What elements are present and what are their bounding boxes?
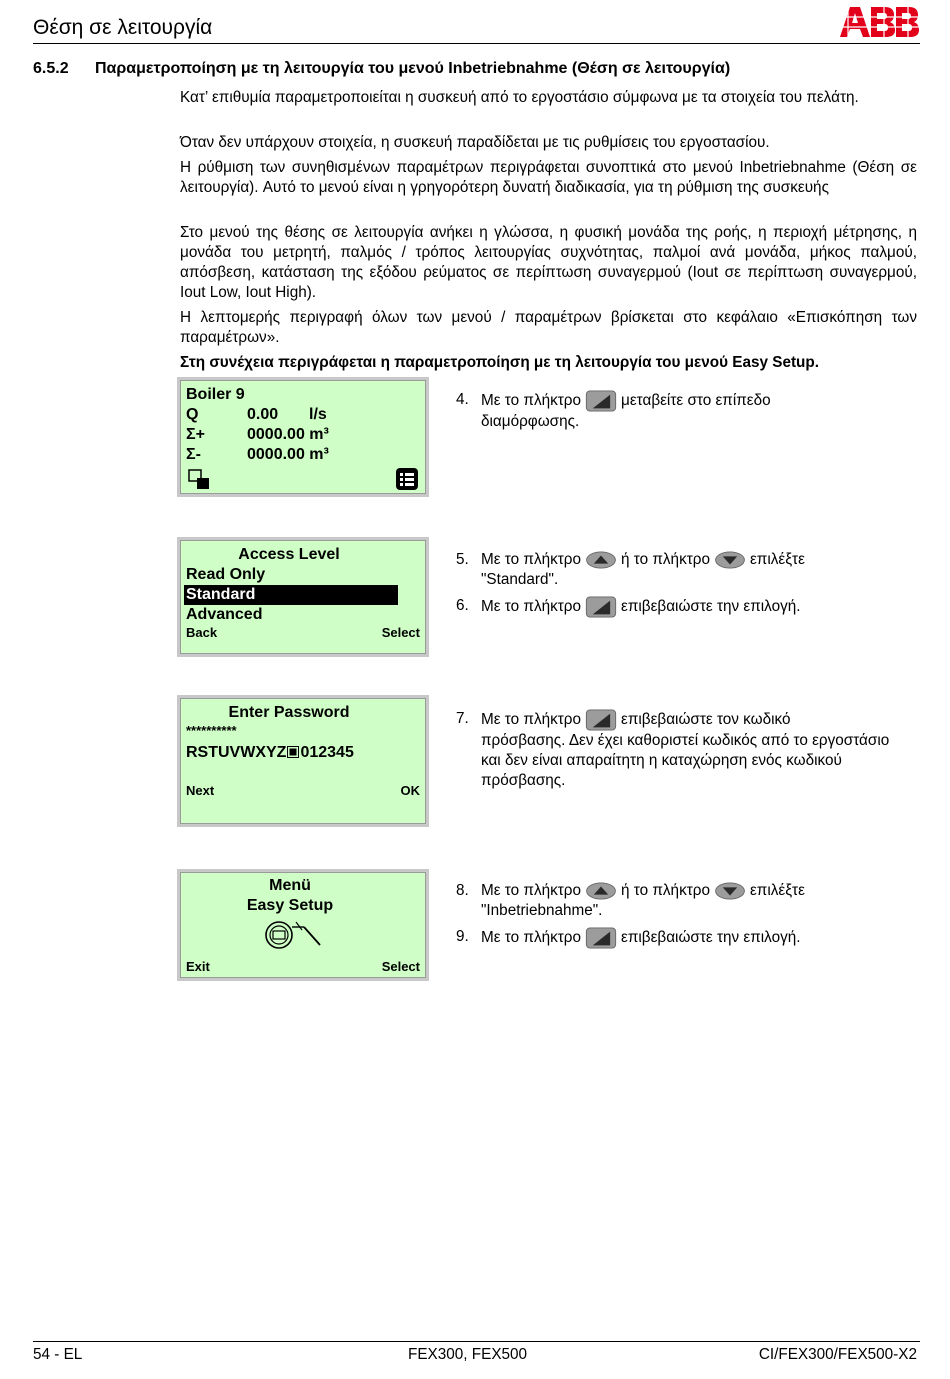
step-number: 6. (456, 597, 469, 614)
footer-page-number: 54 - EL (33, 1346, 83, 1363)
lcd-operator-page (180, 380, 426, 494)
lcd-option-read-only[interactable]: Read Only (186, 566, 266, 583)
menu-icon (396, 468, 418, 490)
paragraph-1: Κατ’ επιθυμία παραμετροποιείται η συσκευή από το εργοστάσιο σύμφωνα με τα στοιχεία του πελάτη. (180, 89, 859, 106)
step-6 (456, 596, 926, 618)
step-text: "Inbetriebnahme". (481, 902, 603, 919)
step-text: επιλέξτε (749, 882, 805, 899)
lcd-sum-plus-value: 0000.00 m³ (247, 426, 329, 443)
lcd-access-level (180, 540, 426, 654)
step-number: 9. (456, 928, 469, 945)
step-text: Με το πλήκτρο (481, 598, 582, 616)
lcd-char-selector[interactable] (186, 743, 354, 763)
lcd-select-softkey[interactable]: Select (381, 959, 420, 974)
step-text: Με το πλήκτρο (481, 882, 582, 899)
step-text: επιβεβαιώστε την επιλογή. (621, 598, 801, 616)
step-number: 5. (456, 551, 469, 568)
lcd-menu-title: Menü (269, 877, 311, 894)
lcd-sum-minus-label: Σ- (186, 446, 201, 463)
enter-key-icon (584, 927, 618, 949)
section-number: 6.5.2 (33, 60, 69, 77)
step-text: πρόσβασης. Δεν έχει καθοριστεί κωδικός από το εργοστάσιο και δεν είναι απαραίτητη η καταχώρηση ενός κωδικού πρόσβασης. (481, 732, 890, 789)
footer-rule (33, 1341, 920, 1342)
lcd-access-title: Access Level (238, 546, 340, 563)
lcd-sum-plus-label: Σ+ (186, 426, 205, 443)
page-header-title: Θέση σε λειτουργία (33, 16, 213, 39)
lcd-q-unit: l/s (309, 406, 327, 423)
step-number: 8. (456, 882, 469, 899)
step-text: διαμόρφωσης. (481, 413, 580, 430)
up-key-icon (584, 882, 618, 900)
step-text: Με το πλήκτρο (481, 711, 582, 729)
step-8 (456, 881, 926, 921)
step-number: 7. (456, 710, 469, 727)
down-key-icon (713, 882, 747, 900)
step-text: Με το πλήκτρο (481, 392, 582, 410)
section-title: Παραμετροποίηση με τη λειτουργία του μενού Inbetriebnahme (Θέση σε λειτουργία) (95, 60, 731, 77)
down-key-icon (713, 551, 747, 569)
lcd-option-advanced[interactable]: Advanced (186, 606, 263, 623)
step-text: επιβεβαιώστε την επιλογή. (621, 929, 801, 947)
step-text: Με το πλήκτρο (481, 551, 582, 568)
lcd-back-softkey[interactable]: Back (186, 625, 218, 640)
step-number: 4. (456, 391, 469, 408)
lcd-q-label: Q (186, 406, 199, 423)
lcd-sum-minus-value: 0000.00 m³ (247, 446, 329, 463)
page-switch-icon (188, 469, 212, 491)
cursor-block-icon (287, 746, 299, 758)
footer-doc-id: CI/FEX300/FEX500-X2 (758, 1346, 917, 1363)
paragraph-3: Η ρύθμιση των συνηθισμένων παραμέτρων περιγράφεται συνοπτικά στο μενού Inbetriebnahme (Θέση σε λειτουργία). Αυτό το μενού είναι η γρηγορότερη δυνατή διαδικασία, για τη ρύθμιση της συσκευής (180, 159, 917, 196)
step-5 (456, 550, 926, 590)
lcd-select-softkey[interactable]: Select (381, 625, 420, 640)
step-text: ή το πλήκτρο (621, 882, 710, 899)
lcd-char-letters: RSTUVWXYZ (186, 744, 287, 761)
step-text: Με το πλήκτρο (481, 929, 582, 947)
enter-key-icon (584, 596, 618, 618)
paragraph-5: Η λεπτομερής περιγραφή όλων των μενού / παραμέτρων βρίσκεται στο κεφάλαιο «Επισκόπηση των παραμέτρων». (180, 309, 917, 346)
lcd-next-softkey[interactable]: Next (186, 783, 215, 798)
paragraph-4: Στο μενού της θέσης σε λειτουργία ανήκει η γλώσσα, η φυσική μονάδα της ροής, η περιοχή μέτρησης, η μονάδα του μετρητή, παλμός / τρόπος λειτουργίας συχνότητας, παλμοί ανά μονάδα, μήκος παλμού, απόσβεση, κατάσταση της εξόδου ρεύματος σε περίπτωση συναγερμού (Iout σε περίπτωση συναγερμού, Iout Low, Iout High). (180, 224, 917, 301)
abb-logo (838, 5, 920, 39)
lcd-easy-setup-label: Easy Setup (246, 897, 334, 914)
lcd-password-title: Enter Password (228, 704, 350, 721)
up-key-icon (584, 551, 618, 569)
header-rule (33, 43, 920, 44)
lcd-exit-softkey[interactable]: Exit (186, 959, 210, 974)
lcd-password-mask: ********** (186, 723, 237, 738)
step-4 (456, 390, 926, 432)
step-text: επιβεβαιώστε τον κωδικό (621, 711, 791, 729)
enter-key-icon (584, 709, 618, 731)
footer-product: FEX300, FEX500 (408, 1346, 528, 1363)
step-text: επιλέξτε (749, 551, 805, 568)
lcd-enter-password (180, 698, 426, 824)
paragraph-6: Στη συνέχεια περιγράφεται η παραμετροποίηση με τη λειτουργία του μενού Easy Setup. (180, 354, 819, 371)
lcd-q-value: 0.00 (247, 406, 279, 423)
lcd-easy-setup (180, 872, 426, 978)
lcd-tag-name: Boiler 9 (186, 386, 245, 403)
lcd-char-digits: 012345 (300, 744, 354, 761)
enter-key-icon (584, 390, 618, 412)
lcd-ok-softkey[interactable]: OK (400, 783, 420, 798)
step-9 (456, 927, 926, 949)
lcd-option-standard[interactable]: Standard (184, 585, 398, 605)
step-text: μεταβείτε στο επίπεδο (621, 392, 771, 410)
step-7 (456, 709, 896, 791)
step-text: ή το πλήκτρο (621, 551, 710, 568)
transmitter-icon (264, 918, 324, 952)
step-text: "Standard". (481, 571, 559, 588)
paragraph-2: Όταν δεν υπάρχουν στοιχεία, η συσκευή παραδίδεται με τις ρυθμίσεις του εργοστασίου. (180, 134, 770, 151)
